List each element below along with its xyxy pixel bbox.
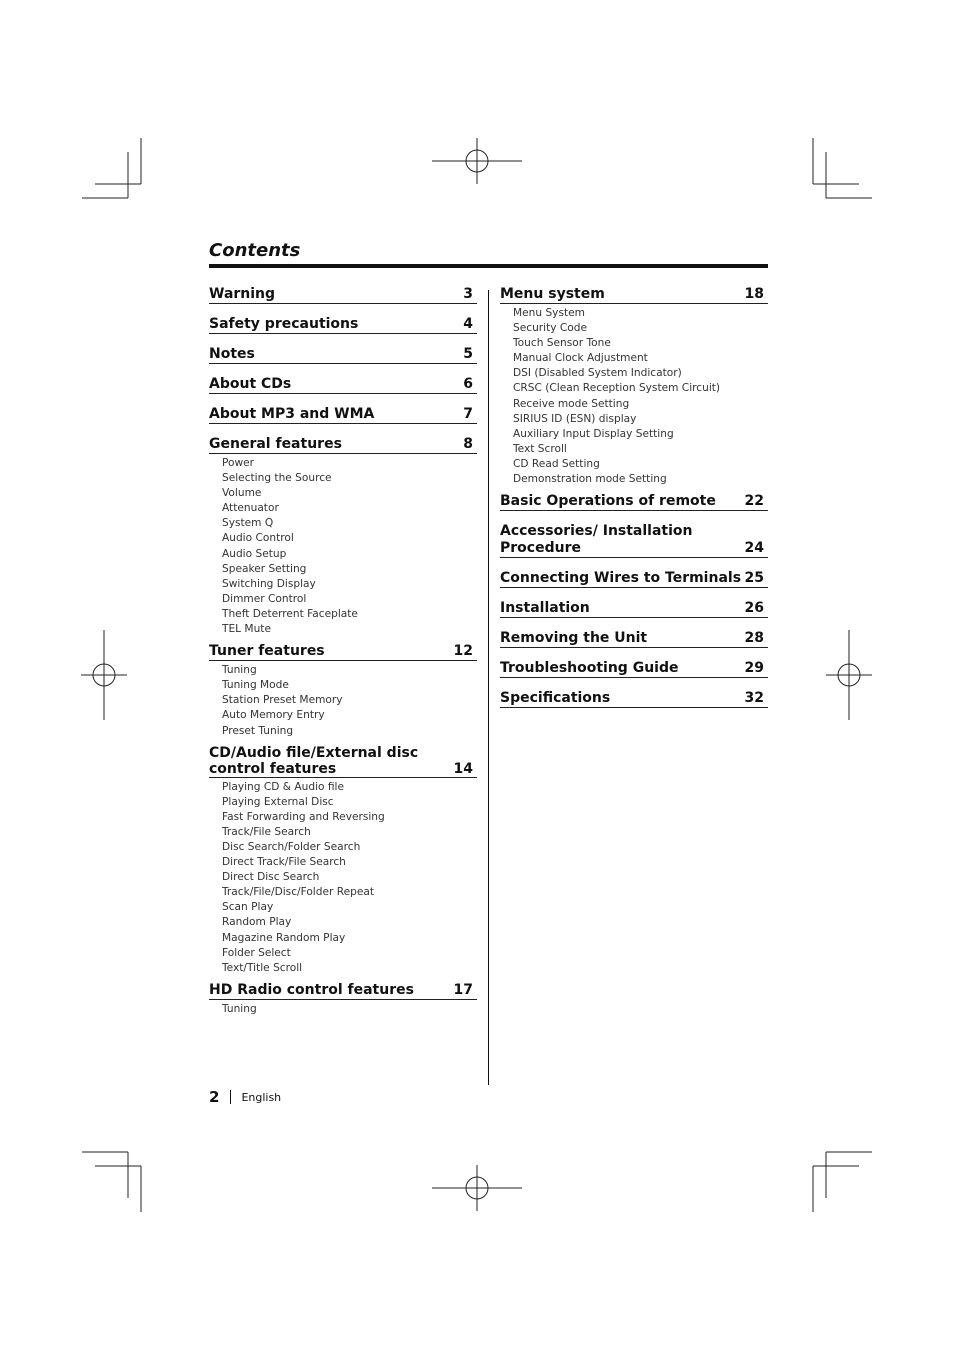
toc-subitem[interactable]: Playing CD & Audio file [222, 780, 345, 793]
registration-mark-top [432, 138, 522, 184]
toc-subitem[interactable]: Random Play [222, 916, 292, 929]
toc-entry-page: 24 [744, 540, 764, 557]
toc-right-column [500, 286, 768, 708]
column-divider [488, 290, 489, 1085]
toc-entry[interactable] [209, 643, 477, 661]
toc-entry-title: Notes [209, 346, 255, 362]
toc-entry-page: 22 [744, 493, 764, 510]
toc-entry-title: Troubleshooting Guide [500, 660, 679, 677]
toc-section [209, 316, 477, 334]
toc-subitem[interactable]: Direct Track/File Search [222, 856, 346, 869]
toc-subitem[interactable]: CRSC (Clean Reception System Circuit) [513, 382, 721, 395]
toc-entry-page: 25 [744, 570, 764, 587]
toc-entry-title: General features [209, 436, 342, 452]
toc-entry-page: 14 [453, 760, 473, 777]
crop-mark-bottom-left [82, 1152, 141, 1212]
toc-entry[interactable] [500, 523, 768, 558]
toc-subitem[interactable]: Auto Memory Entry [222, 709, 325, 722]
toc-section [209, 982, 477, 1017]
toc-entry-title: Removing the Unit [500, 630, 648, 647]
toc-subitem[interactable]: TEL Mute [222, 623, 271, 636]
toc-entry-title: Safety precautions [209, 316, 359, 332]
title-rule [209, 264, 768, 268]
toc-entry-page: 3 [463, 286, 473, 302]
toc-entry-title: Tuner features [209, 643, 325, 660]
toc-subitem[interactable]: Switching Display [222, 577, 316, 590]
toc-entry-page: 8 [463, 436, 473, 452]
toc-sublist [209, 1000, 477, 1017]
toc-subitem[interactable]: Text/Title Scroll [222, 961, 303, 974]
toc-section [209, 406, 477, 424]
toc-entry-title: Installation [500, 600, 590, 617]
toc-entry[interactable] [500, 630, 768, 648]
toc-subitem[interactable]: Preset Tuning [222, 724, 294, 737]
registration-mark-right [826, 630, 872, 720]
toc-entry-title: HD Radio control features [209, 981, 414, 998]
toc-entry[interactable] [500, 286, 768, 304]
page-number: 2 [209, 1088, 220, 1106]
toc-subitem[interactable]: Tuning [222, 1002, 257, 1015]
toc-entry[interactable] [209, 982, 477, 1000]
toc-subitem[interactable]: System Q [222, 517, 274, 530]
toc-subitem[interactable]: Power [222, 457, 255, 469]
toc-sublist [209, 778, 477, 976]
page-footer [209, 1088, 281, 1106]
toc-entry[interactable] [500, 600, 768, 618]
toc-subitem[interactable]: Security Code [513, 322, 587, 335]
toc-entry[interactable] [209, 376, 477, 394]
toc-entry-title: Connecting Wires to Terminals [500, 570, 742, 587]
toc-subitem[interactable]: SIRIUS ID (ESN) display [513, 412, 637, 425]
toc-entry-title: Basic Operations of remote [500, 493, 716, 510]
toc-subitem[interactable]: Manual Clock Adjustment [513, 352, 648, 365]
toc-subitem[interactable]: Speaker Setting [222, 562, 307, 575]
toc-left-column [209, 286, 477, 1017]
toc-entry[interactable] [209, 436, 477, 454]
toc-subitem[interactable]: Tuning Mode [222, 679, 289, 692]
toc-subitem[interactable]: Magazine Random Play [222, 931, 346, 944]
toc-entry-page: 28 [744, 630, 764, 647]
toc-section [500, 493, 768, 511]
toc-entry-title: About MP3 and WMA [209, 406, 375, 422]
toc-subitem[interactable]: Tuning [222, 664, 257, 677]
page-title: Contents [209, 240, 301, 261]
toc-entry[interactable] [500, 690, 768, 708]
toc-subitem[interactable]: Menu System [513, 307, 585, 319]
toc-section [500, 630, 768, 648]
toc-section [209, 376, 477, 394]
toc-entry[interactable] [209, 406, 477, 424]
toc-section [500, 660, 768, 678]
toc-section [500, 570, 768, 588]
toc-subitem[interactable]: Playing External Disc [222, 795, 334, 808]
toc-subitem[interactable]: Dimmer Control [222, 592, 307, 605]
toc-entry-page: 7 [463, 406, 473, 422]
toc-section [500, 286, 768, 487]
crop-mark-top-left [82, 138, 141, 198]
toc-entry-title: CD/Audio file/External disc control features [209, 744, 419, 777]
toc-entry[interactable] [209, 316, 477, 334]
toc-subitem[interactable]: CD Read Setting [513, 457, 600, 470]
toc-subitem[interactable]: Fast Forwarding and Reversing [222, 810, 385, 823]
toc-section [209, 436, 477, 637]
toc-entry-title: Accessories/ Installation Procedure [500, 523, 693, 557]
toc-subitem[interactable]: Disc Search/Folder Search [222, 840, 361, 853]
toc-subitem[interactable]: Auxiliary Input Display Setting [513, 427, 674, 440]
toc-entry-title: Specifications [500, 690, 611, 707]
toc-subitem[interactable]: Receive mode Setting [513, 397, 630, 410]
toc-entry[interactable] [500, 660, 768, 678]
toc-subitem[interactable]: Audio Setup [222, 547, 287, 560]
toc-subitem[interactable]: Text Scroll [513, 442, 567, 455]
toc-entry-page: 6 [463, 376, 473, 392]
toc-section [209, 286, 477, 304]
registration-mark-left [81, 630, 127, 720]
toc-entry-page: 18 [744, 286, 764, 302]
toc-entry-page: 5 [463, 346, 473, 362]
toc-section [209, 346, 477, 364]
toc-subitem[interactable]: Station Preset Memory [222, 694, 343, 707]
toc-subitem[interactable]: Demonstration mode Setting [513, 473, 667, 486]
toc-subitem[interactable]: Touch Sensor Tone [513, 337, 611, 350]
toc-subitem[interactable]: Scan Play [222, 901, 274, 914]
language-label: English [241, 1090, 282, 1104]
toc-entry-title: Menu system [500, 286, 605, 302]
toc-subitem[interactable]: Direct Disc Search [222, 871, 320, 884]
toc-entry[interactable] [209, 286, 477, 304]
toc-section [500, 600, 768, 618]
toc-subitem[interactable]: Track/File Search [222, 825, 311, 838]
toc-subitem[interactable]: Theft Deterrent Faceplate [222, 607, 358, 620]
toc-sublist [209, 661, 477, 738]
toc-section [500, 690, 768, 708]
toc-sublist [209, 454, 477, 637]
toc-section [209, 643, 477, 738]
toc-sublist [500, 304, 768, 487]
toc-entry-page: 26 [744, 600, 764, 617]
toc-entry-page: 32 [744, 690, 764, 707]
toc-entry[interactable] [209, 346, 477, 364]
toc-subitem[interactable]: DSI (Disabled System Indicator) [513, 367, 682, 380]
crop-mark-top-right [813, 138, 872, 198]
crop-mark-bottom-right [813, 1152, 872, 1212]
toc-section [500, 523, 768, 558]
toc-entry-page: 17 [453, 981, 473, 998]
toc-subitem[interactable]: Volume [222, 487, 262, 500]
toc-entry-page: 12 [453, 643, 473, 660]
toc-entry[interactable] [209, 745, 477, 778]
toc-entry-page: 29 [744, 660, 764, 677]
toc-entry[interactable] [500, 570, 768, 588]
toc-subitem[interactable]: Attenuator [222, 502, 279, 515]
toc-subitem[interactable]: Folder Select [222, 946, 291, 959]
toc-entry[interactable] [500, 493, 768, 511]
registration-mark-bottom [432, 1165, 522, 1211]
toc-subitem[interactable]: Audio Control [222, 532, 294, 545]
footer-separator [230, 1090, 231, 1104]
toc-entry-page: 4 [463, 316, 473, 332]
toc-subitem[interactable]: Selecting the Source [222, 472, 332, 485]
toc-entry-title: About CDs [209, 376, 292, 392]
toc-section [209, 745, 477, 976]
toc-entry-title: Warning [209, 286, 276, 302]
toc-subitem[interactable]: Track/File/Disc/Folder Repeat [222, 886, 374, 899]
